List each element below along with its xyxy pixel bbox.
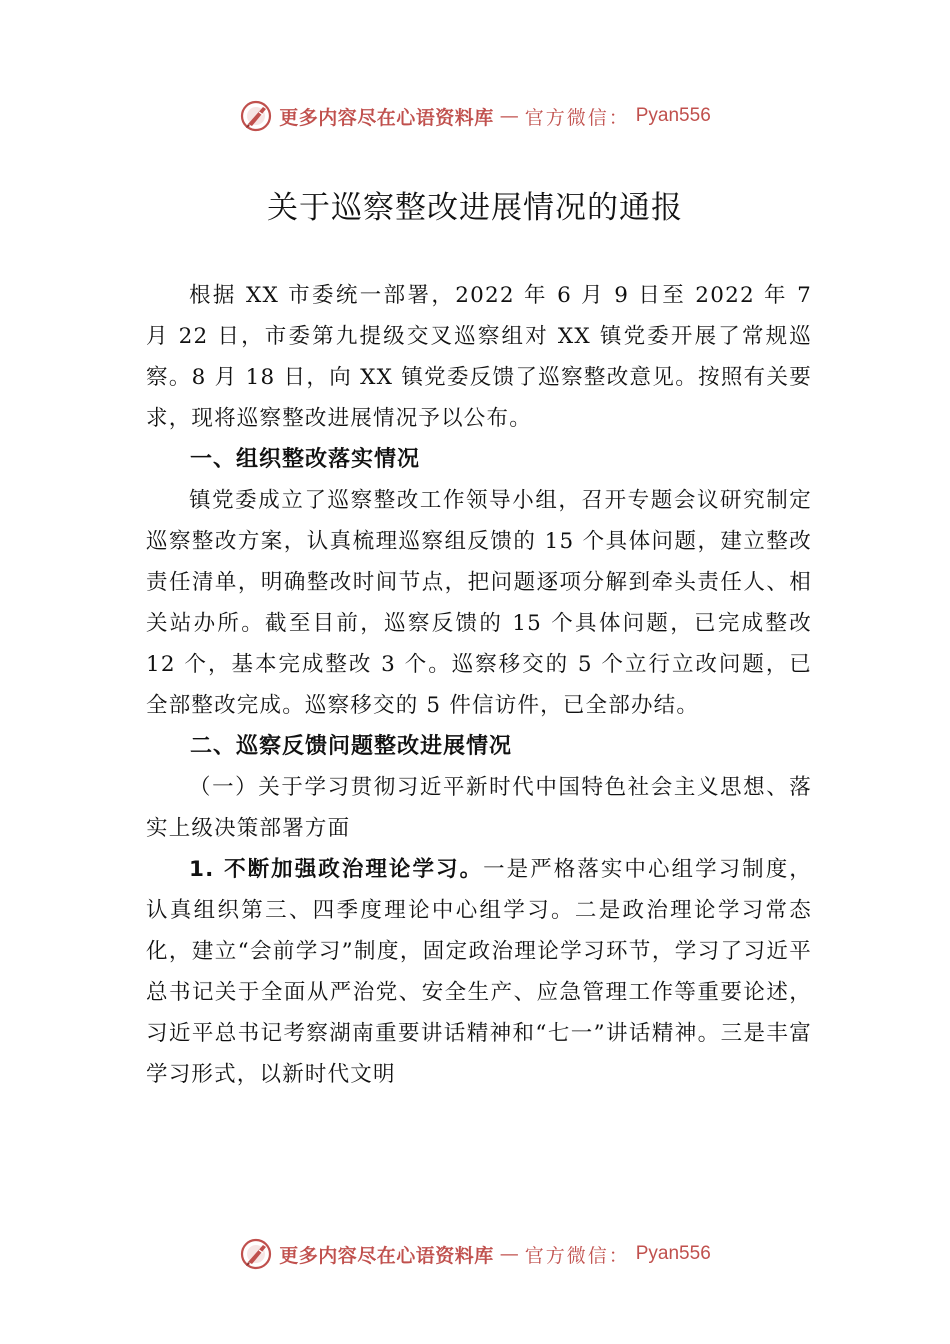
- section2-subheading: （一）关于学习贯彻习近平新时代中国特色社会主义思想、落实上级决策部署方面: [146, 775, 812, 841]
- watermark-footer: [0, 1234, 950, 1274]
- quill-pen-seal-icon: [239, 99, 273, 133]
- document-title: 关于巡察整改进展情况的通报: [267, 190, 683, 226]
- section1-paragraph: 镇党委成立了巡察整改工作领导小组，召开专题会议研究制定巡察整改方案，认真梳理巡察组反馈的 15 个具体问题，建立整改责任清单，明确整改时间节点，把问题逐项分解到牵头责任人、相关站办所。截至目前，巡察反馈的 15 个具体问题，已完成整改 12 个，基本完成整改 3 个。巡察移交的 5 个立行立改问题，已全部整改完成。巡察移交的 5 件信访件，已全部办结。: [146, 488, 812, 718]
- watermark-label: 官方微信：: [524, 1244, 630, 1267]
- watermark-separator: —: [499, 1243, 519, 1265]
- watermark-label: 官方微信：: [524, 106, 630, 129]
- item1-body: 一是严格落实中心组学习制度，认真组织第三、四季度理论中心组学习。二是政治理论学习常态化，建立“会前学习”制度，固定政治理论学习环节，学习了习近平总书记关于全面从严治党、安全生产、应急管理工作等重要论述，习近平总书记考察湖南重要讲话精神和“七一”讲话精神。三是丰富学习形式，以新时代文明: [146, 857, 812, 1087]
- watermark-brand: 更多内容尽在心语资料库: [279, 1244, 494, 1267]
- watermark-wechat-id: Pyan556: [635, 105, 711, 126]
- watermark-separator: —: [499, 105, 519, 127]
- watermark-brand: 更多内容尽在心语资料库: [279, 106, 494, 129]
- watermark-header: [0, 96, 950, 136]
- watermark-wechat-id: Pyan556: [635, 1243, 711, 1264]
- intro-paragraph: 根据 XX 市委统一部署，2022 年 6 月 9 日至 2022 年 7 月 22 日，市委第九提级交叉巡察组对 XX 镇党委开展了常规巡察。8 月 18 日，向 XX 镇党委反馈了巡察整改意见。按照有关要求，现将巡察整改进展情况予以公布。: [146, 283, 812, 431]
- section2-heading: 二、巡察反馈问题整改进展情况: [190, 734, 513, 759]
- section1-heading: 一、组织整改落实情况: [190, 447, 421, 472]
- document-body: [146, 275, 812, 1095]
- item1-paragraph: [146, 849, 812, 1095]
- quill-pen-seal-icon: [239, 1237, 273, 1271]
- item1-lead: 1. 不断加强政治理论学习。: [189, 857, 484, 882]
